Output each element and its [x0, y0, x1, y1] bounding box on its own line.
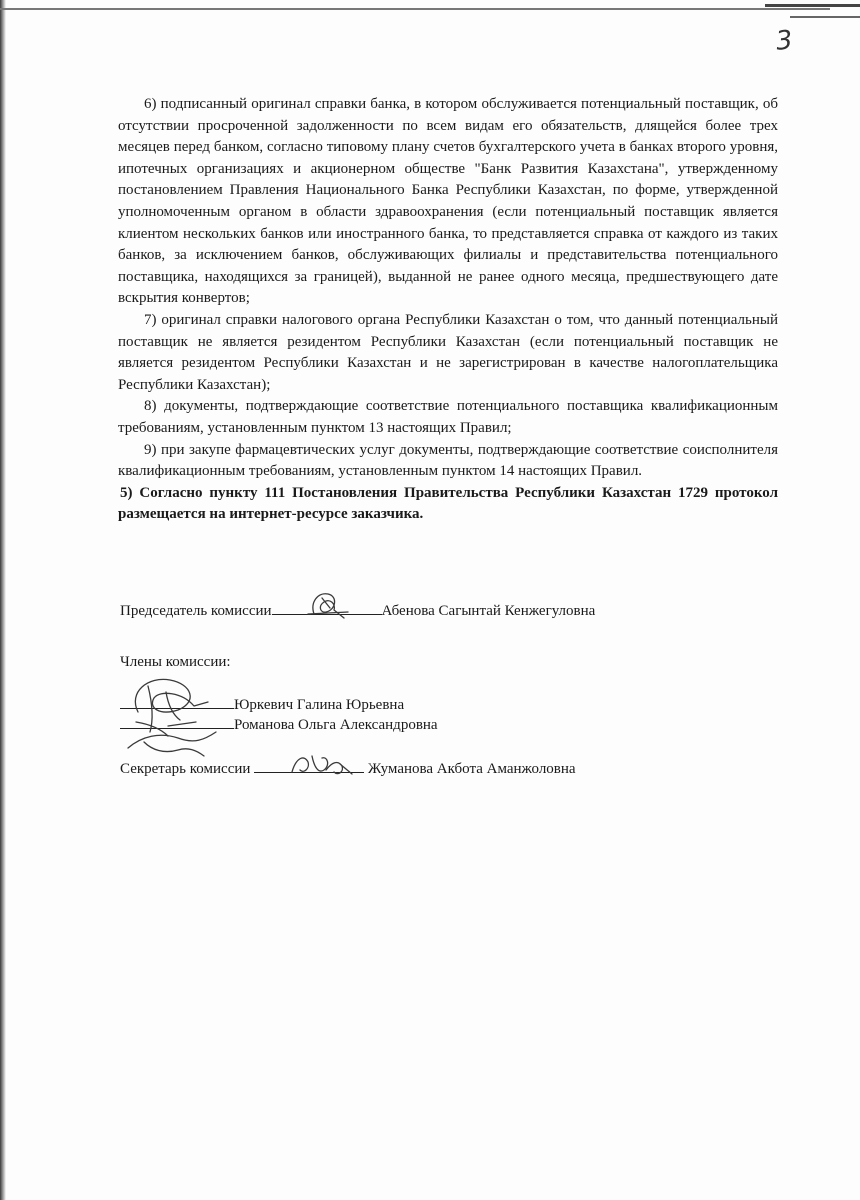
paragraph-item-7: 7) оригинал справки налогового органа Республики Казахстан о том, что данный потенциальный поставщик не является резидентом Республики Казахстан (если потенциальный поставщик не является резидентом Республики Казахстан и не зарегистрирован в качестве налогоплательщика Республики Казахстан);: [118, 311, 778, 393]
scan-corner-mark-2: [790, 16, 860, 18]
document-body: [118, 94, 778, 526]
member2-signature-line: [120, 714, 438, 735]
member2-name: Романова Ольга Александровна: [234, 717, 438, 733]
scan-top-line: [0, 8, 830, 10]
chair-signature-line: [120, 600, 595, 621]
chair-label: Председатель комиссии: [120, 603, 272, 619]
members-label: Члены комиссии:: [120, 654, 231, 670]
secretary-label: Секретарь комиссии: [120, 761, 251, 777]
paragraph-item-9: 9) при закупе фармацевтических услуг документы, подтверждающие соответствие соисполнителя квалификационным требованиям, установленным пунктом 14 настоящих Правил.: [118, 441, 778, 480]
secretary-name: Жуманова Акбота Аманжоловна: [367, 761, 576, 777]
member1-name: Юркевич Галина Юрьевна: [234, 697, 405, 713]
secretary-signature-line: [120, 758, 576, 779]
scan-corner-mark: [765, 4, 860, 7]
handwritten-page-number: 3: [774, 25, 795, 57]
signature-blank: [254, 758, 364, 773]
signature-blank: [120, 694, 234, 709]
paragraph-item-6: 6) подписанный оригинал справки банка, в котором обслуживается потенциальный поставщик, об отсутствии просроченной задолженности по всем видам его обязательств, длящейся более трех месяцев перед банком, согласно типовому плану счетов бухгалтерского учета в банках второго уровня, ипотечных организациях и акционерном обществе "Банк Развития Казахстана", утвержденному постановлением Правления Национального Банка Республики Казахстан, по форме, утвержденной уполномоченным органом в области здравоохранения (если потенциальный поставщик является клиентом нескольких банков или иностранного банка, то представляется справка от каждого из таких банков, за исключением банков, обслуживающих филиалы и представительства потенциального поставщика, находящихся за границей), выданной не ранее одного месяца, предшествующего дате вскрытия конвертов;: [118, 96, 778, 307]
member1-signature-line: [120, 694, 404, 715]
paragraph-protocol-publication: 5) Согласно пункту 111 Постановления Правительства Республики Казахстан 1729 протокол размещается на интернет-ресурсе заказчика.: [118, 484, 778, 523]
signature-blank: [120, 714, 234, 729]
chair-name: Абенова Сагынтай Кенжегуловна: [381, 603, 596, 619]
scan-edge-shadow: [0, 0, 6, 1200]
signature-blank: [272, 600, 382, 615]
paragraph-item-8: 8) документы, подтверждающие соответствие потенциального поставщика квалификационным требованиям, установленным пунктом 13 настоящих Правил;: [118, 398, 778, 436]
